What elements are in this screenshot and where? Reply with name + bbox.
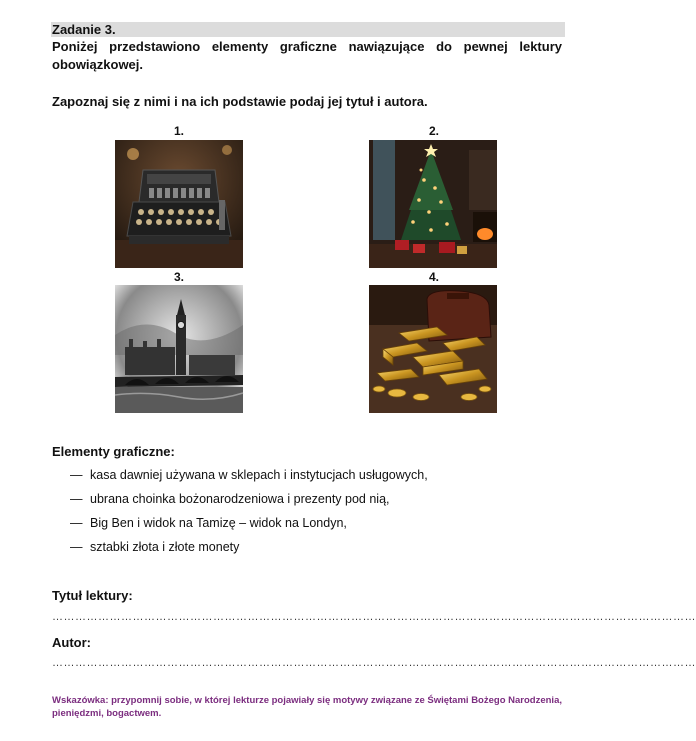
big-ben-london-image <box>115 285 243 413</box>
list-item: — sztabki złota i złote monety <box>70 540 240 554</box>
task-instruction: Zapoznaj się z nimi i na ich podstawie podaj jej tytuł i autora. <box>52 94 428 109</box>
author-answer-line[interactable]: …………………………………………………………………………………………………………………………………………………… <box>52 657 696 669</box>
dash-marker: — <box>70 516 83 530</box>
task-intro: Poniżej przedstawiono elementy graficzne nawiązujące do pewnej lektury obowiązkowej. <box>52 39 562 72</box>
image-number-4: 4. <box>428 270 439 284</box>
dash-marker: — <box>70 492 83 506</box>
elements-title: Elementy graficzne: <box>52 444 175 459</box>
list-item: — ubrana choinka bożonarodzeniowa i prezenty pod nią, <box>70 492 390 506</box>
christmas-tree-image <box>369 140 497 268</box>
cash-register-image <box>115 140 243 268</box>
hint-text: Wskazówka: przypomnij sobie, w której lekturze pojawiały się motywy związane ze Świętami Bożego Narodzenia, pieniędzmi, bogactwem. <box>52 695 562 719</box>
list-item: — kasa dawniej używana w sklepach i instytucjach usługowych, <box>70 468 428 482</box>
image-number-3: 3. <box>173 270 184 284</box>
elements-list <box>70 466 428 562</box>
title-label: Tytuł lektury: <box>52 588 133 603</box>
dash-marker: — <box>70 540 83 554</box>
list-item: — Big Ben i widok na Tamizę – widok na Londyn, <box>70 516 347 530</box>
dash-marker: — <box>70 468 83 482</box>
author-label: Autor: <box>52 635 91 650</box>
image-number-1: 1. <box>173 124 184 138</box>
gold-bars-image <box>369 285 497 413</box>
image-number-2: 2. <box>428 124 439 138</box>
title-answer-line[interactable]: …………………………………………………………………………………………………………………………………………………… <box>52 611 696 623</box>
task-heading: Zadanie 3. <box>51 22 565 37</box>
